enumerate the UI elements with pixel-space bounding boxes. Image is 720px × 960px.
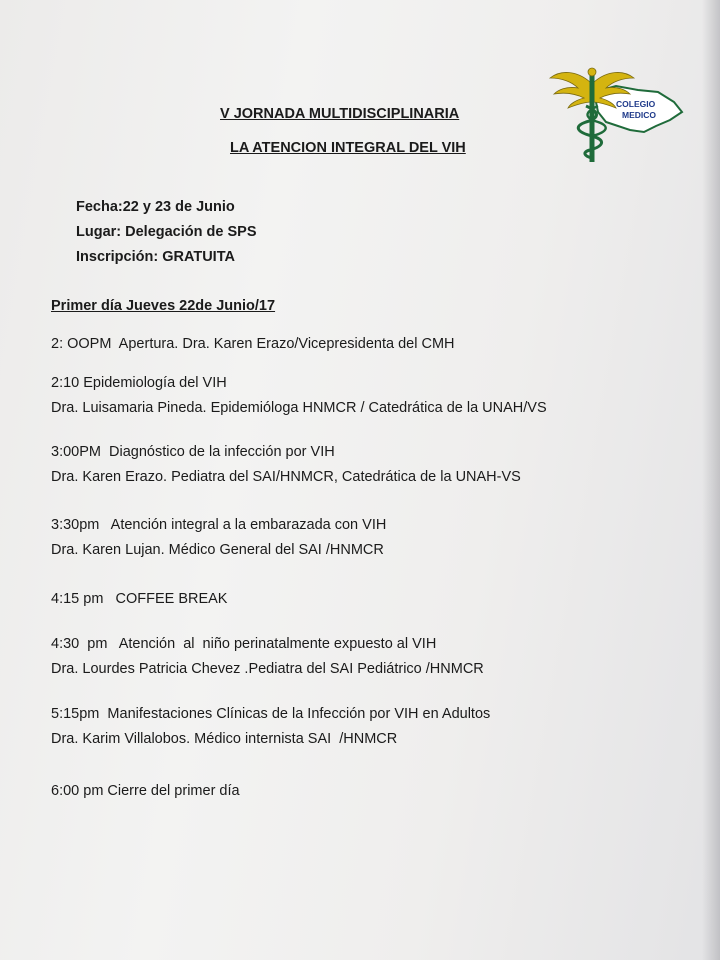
schedule-item-time-title: 4:30 pm Atención al niño perinatalmente expuesto al VIH bbox=[51, 636, 437, 652]
logo-text-line1: COLEGIO bbox=[616, 99, 656, 109]
event-title: V JORNADA MULTIDISCIPLINARIA bbox=[220, 106, 460, 122]
schedule-item-time-title: 3:00PM Diagnóstico de la infección por VIH bbox=[51, 444, 335, 460]
schedule-item-time-title: 2:10 Epidemiología del VIH bbox=[51, 375, 227, 391]
schedule-item-time-title: 2: OOPM Apertura. Dra. Karen Erazo/Vicepresidenta del CMH bbox=[51, 336, 455, 352]
schedule-item-speaker: Dra. Karen Erazo. Pediatra del SAI/HNMCR, Catedrática de la UNAH-VS bbox=[51, 469, 521, 485]
schedule-item-time-title: 3:30pm Atención integral a la embarazada con VIH bbox=[51, 517, 387, 533]
logo-text-line2: MEDICO bbox=[622, 110, 656, 120]
schedule-item-time-title: 4:15 pm COFFEE BREAK bbox=[51, 591, 228, 607]
logo-staff-knob bbox=[588, 68, 596, 76]
schedule-item-speaker: Dra. Karen Lujan. Médico General del SAI /HNMCR bbox=[51, 542, 384, 558]
logo-left-wing bbox=[550, 72, 592, 108]
schedule-item-time-title: 5:15pm Manifestaciones Clínicas de la Infección por VIH en Adultos bbox=[51, 706, 491, 722]
event-location: Lugar: Delegación de SPS bbox=[76, 224, 257, 240]
event-subtitle: LA ATENCION INTEGRAL DEL VIH bbox=[230, 140, 466, 156]
schedule-item-time-title: 6:00 pm Cierre del primer día bbox=[51, 783, 240, 799]
event-registration: Inscripción: GRATUITA bbox=[76, 249, 235, 265]
schedule-item-speaker: Dra. Lourdes Patricia Chevez .Pediatra del SAI Pediátrico /HNMCR bbox=[51, 661, 484, 677]
day-heading: Primer día Jueves 22de Junio/17 bbox=[51, 298, 276, 314]
event-date: Fecha:22 y 23 de Junio bbox=[76, 199, 235, 215]
schedule-item-speaker: Dra. Luisamaria Pineda. Epidemióloga HNMCR / Catedrática de la UNAH/VS bbox=[51, 400, 547, 416]
schedule-item-speaker: Dra. Karim Villalobos. Médico internista SAI /HNMCR bbox=[51, 731, 398, 747]
